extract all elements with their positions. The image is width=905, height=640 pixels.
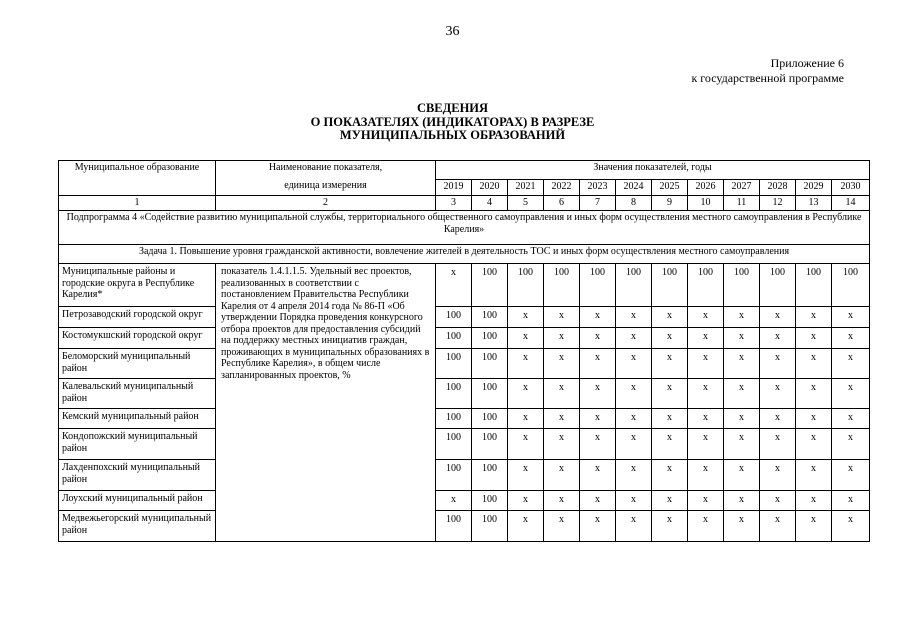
value-cell: x [580,307,616,328]
value-cell: x [724,307,760,328]
value-cell: x [616,460,652,491]
municipality-cell: Калевальский муниципальный район [59,379,216,409]
value-cell: x [544,460,580,491]
value-cell: x [544,379,580,409]
year-header: 2022 [544,180,580,196]
value-cell: x [796,511,832,542]
value-cell: 100 [472,511,508,542]
column-number: 6 [544,196,580,211]
header-indicator [216,161,436,196]
value-cell: x [688,379,724,409]
column-number: 8 [616,196,652,211]
municipality-cell: Кемский муниципальный район [59,409,216,429]
value-cell: 100 [472,307,508,328]
value-cell: x [724,328,760,349]
municipality-cell: Лоухский муниципальный район [59,491,216,511]
table-row [59,409,870,429]
value-cell: 100 [472,349,508,379]
column-number: 14 [832,196,870,211]
value-cell: x [688,328,724,349]
heading-line2: О ПОКАЗАТЕЛЯХ (ИНДИКАТОРАХ) В РАЗРЕЗЕ [310,114,595,129]
year-header: 2029 [796,180,832,196]
year-header: 2028 [760,180,796,196]
value-cell: x [616,307,652,328]
value-cell: x [796,349,832,379]
value-cell: x [688,511,724,542]
value-cell: x [508,328,544,349]
value-cell: x [832,349,870,379]
value-cell: x [724,491,760,511]
value-cell: x [724,379,760,409]
table-row [59,349,870,379]
value-cell: x [760,460,796,491]
value-cell: x [544,429,580,460]
heading-line3: МУНИЦИПАЛЬНЫХ ОБРАЗОВАНИЙ [339,128,566,142]
value-cell: x [616,409,652,429]
value-cell: 100 [436,379,472,409]
value-cell: 100 [832,264,870,307]
column-number: 7 [580,196,616,211]
value-cell: x [652,429,688,460]
value-cell: x [436,491,472,511]
year-header: 2026 [688,180,724,196]
value-cell: x [544,511,580,542]
value-cell: x [508,307,544,328]
municipality-cell: Костомукшский городской округ [59,328,216,349]
header-values: Значения показателей, годы [436,161,870,180]
column-numbers-row [59,196,870,211]
value-cell: 100 [796,264,832,307]
year-header: 2019 [436,180,472,196]
value-cell: x [796,379,832,409]
value-cell: x [832,409,870,429]
value-cell: x [544,307,580,328]
value-cell: x [580,409,616,429]
value-cell: x [580,328,616,349]
value-cell: 100 [472,409,508,429]
value-cell: x [544,491,580,511]
municipality-cell: Муниципальные районы и городские округа в Республике Карелия* [59,264,216,307]
value-cell: x [832,328,870,349]
value-cell: x [580,429,616,460]
value-cell: x [760,491,796,511]
value-cell: 100 [652,264,688,307]
appendix-note [691,56,844,86]
value-cell: x [508,511,544,542]
municipality-cell: Медвежьегорский муниципальный район [59,511,216,542]
value-cell: x [508,409,544,429]
value-cell: x [796,307,832,328]
value-cell: 100 [436,511,472,542]
value-cell: x [796,491,832,511]
municipality-cell: Беломорский муниципальный район [59,349,216,379]
value-cell: x [652,328,688,349]
value-cell: x [796,429,832,460]
value-cell: 100 [544,264,580,307]
value-cell: 100 [760,264,796,307]
header-indicator-line2: единица измерения [284,179,367,191]
column-number: 1 [59,196,216,211]
value-cell: 100 [688,264,724,307]
value-cell: x [688,307,724,328]
value-cell: x [508,379,544,409]
table-row [59,328,870,349]
value-cell: x [508,429,544,460]
value-cell: 100 [472,379,508,409]
column-number: 13 [796,196,832,211]
value-cell: 100 [436,328,472,349]
value-cell: x [760,307,796,328]
value-cell: x [580,379,616,409]
value-cell: 100 [472,328,508,349]
value-cell: x [724,409,760,429]
year-header: 2023 [580,180,616,196]
heading-line1: СВЕДЕНИЯ [416,101,489,115]
value-cell: x [616,491,652,511]
value-cell: x [436,264,472,307]
column-number: 5 [508,196,544,211]
value-cell: x [508,491,544,511]
value-cell: x [652,409,688,429]
header-municipality: Муниципальное образование [59,161,216,196]
value-cell: x [580,491,616,511]
column-number: 10 [688,196,724,211]
table-row [59,491,870,511]
value-cell: 100 [436,409,472,429]
year-header: 2030 [832,180,870,196]
value-cell: x [724,460,760,491]
value-cell: x [760,429,796,460]
column-number: 11 [724,196,760,211]
municipality-cell: Петрозаводский городской округ [59,307,216,328]
value-cell: x [832,511,870,542]
table-row [59,264,870,307]
value-cell: 100 [472,460,508,491]
value-cell: x [544,328,580,349]
value-cell: x [760,349,796,379]
page-number: 36 [445,24,460,39]
table-row [59,460,870,491]
indicators-table [58,160,870,542]
value-cell: x [616,349,652,379]
table-row [59,379,870,409]
municipality-cell: Лахденпохский муниципальный район [59,460,216,491]
value-cell: x [796,460,832,491]
value-cell: x [616,328,652,349]
column-number: 4 [472,196,508,211]
value-cell: x [832,379,870,409]
value-cell: x [760,379,796,409]
value-cell: x [580,460,616,491]
year-header: 2025 [652,180,688,196]
header-indicator-line1: Наименование показателя, [268,162,383,173]
value-cell: 100 [580,264,616,307]
table-row [59,511,870,542]
value-cell: 100 [436,429,472,460]
column-number: 9 [652,196,688,211]
value-cell: x [652,491,688,511]
appendix-line1: Приложение 6 [770,56,844,70]
value-cell: 100 [436,307,472,328]
year-header: 2021 [508,180,544,196]
appendix-line2: к государственной программе [691,71,844,85]
municipality-cell: Кондопожский муниципальный район [59,429,216,460]
indicator-cell: показатель 1.4.1.1.5. Удельный вес проектов, реализованных в соответствии с постановлением Правительства Республики Карелия от 4 апреля 2014 года № 86-П «Об утверждении Порядка проведения конкурсного отбора проектов для предоставления субсидий на поддержку местных инициатив граждан, проживающих в муниципальных образованиях в Республике Карелия», в общем числе запланированных проектов, % [216,264,436,542]
value-cell: x [616,511,652,542]
value-cell: x [616,429,652,460]
value-cell: x [832,491,870,511]
subprogram-row: Подпрограмма 4 «Содействие развитию муниципальной службы, территориального общественного самоуправления и иных форм осуществления местного самоуправления в Республике Карелия» [59,211,870,245]
value-cell: x [652,511,688,542]
task-row: Задача 1. Повышение уровня гражданской активности, вовлечение жителей в деятельность ТОС и иных форм осуществления местного самоуправления [59,245,870,264]
value-cell: x [796,328,832,349]
value-cell: x [760,409,796,429]
value-cell: x [652,349,688,379]
value-cell: x [688,429,724,460]
column-number: 2 [216,196,436,211]
value-cell: x [832,307,870,328]
value-cell: 100 [508,264,544,307]
value-cell: x [652,460,688,491]
value-cell: x [580,511,616,542]
value-cell: 100 [616,264,652,307]
value-cell: x [580,349,616,379]
table-row [59,429,870,460]
value-cell: x [508,349,544,379]
value-cell: x [652,307,688,328]
value-cell: x [688,491,724,511]
value-cell: x [724,349,760,379]
value-cell: 100 [436,460,472,491]
value-cell: 100 [436,349,472,379]
year-header: 2020 [472,180,508,196]
value-cell: x [688,349,724,379]
value-cell: x [760,328,796,349]
value-cell: x [796,409,832,429]
value-cell: 100 [472,429,508,460]
year-header: 2024 [616,180,652,196]
column-number: 3 [436,196,472,211]
value-cell: x [724,511,760,542]
value-cell: x [688,460,724,491]
value-cell: 100 [472,264,508,307]
value-cell: x [544,409,580,429]
value-cell: x [616,379,652,409]
value-cell: x [832,460,870,491]
value-cell: x [724,429,760,460]
value-cell: x [832,429,870,460]
value-cell: x [760,511,796,542]
value-cell: 100 [472,491,508,511]
column-number: 12 [760,196,796,211]
value-cell: x [688,409,724,429]
value-cell: x [652,379,688,409]
value-cell: x [544,349,580,379]
value-cell: 100 [724,264,760,307]
table-row [59,307,870,328]
value-cell: x [508,460,544,491]
year-header: 2027 [724,180,760,196]
document-heading [0,102,905,143]
